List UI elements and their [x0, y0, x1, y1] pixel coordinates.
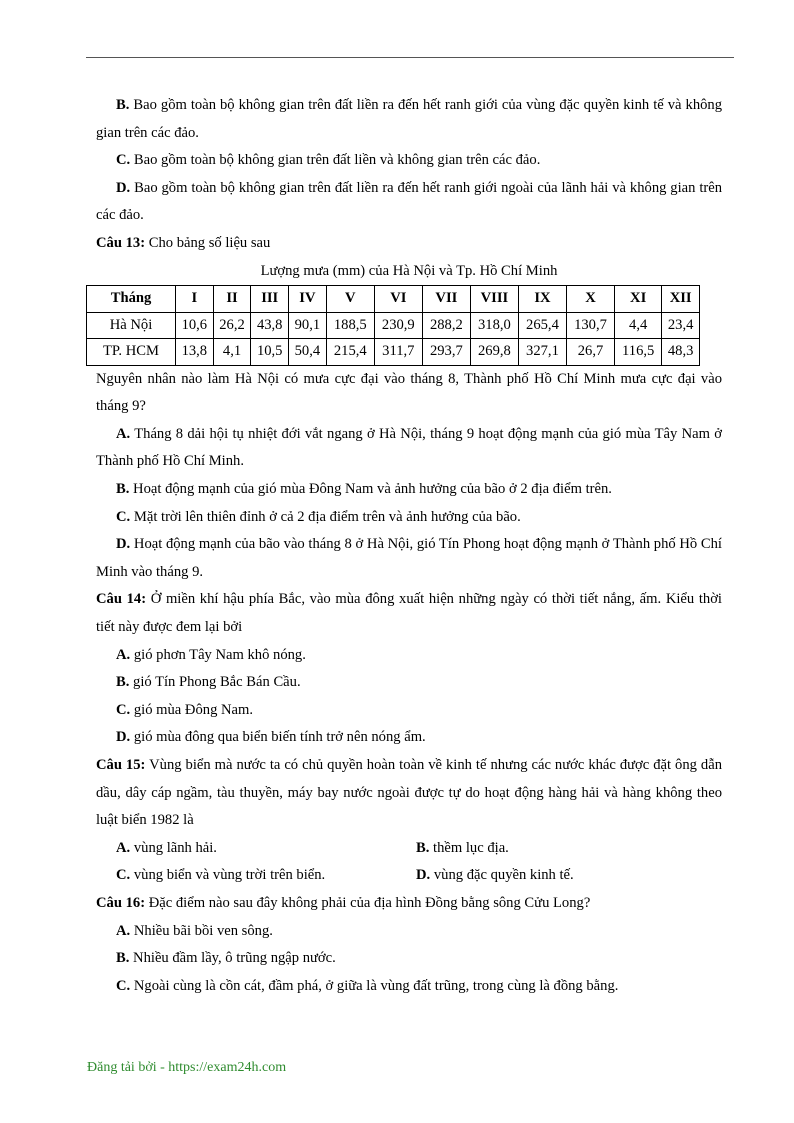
table-cell: 116,5	[615, 339, 662, 366]
table-cell: 293,7	[422, 339, 470, 366]
footer-source-link[interactable]: Đăng tải bởi - https://exam24h.com	[87, 1060, 287, 1075]
q13-stem: Câu 13: Cho bảng số liệu sau	[96, 234, 271, 251]
table-cell: 50,4	[289, 339, 327, 366]
header-cell: X	[566, 286, 614, 313]
q13-question: Nguyên nhân nào làm Hà Nội có mưa cực đại vào tháng 8, Thành phố Hồ Chí Minh mưa cực đại vào tháng 9?	[96, 370, 722, 415]
table-cell: 23,4	[662, 312, 700, 339]
table-cell: 10,6	[176, 312, 214, 339]
table-cell: 4,4	[615, 312, 662, 339]
q13-option-d: D. Hoạt động mạnh của bão vào tháng 8 ở Hà Nội, gió Tín Phong hoạt động mạnh ở Thành phố Hồ Chí Minh vào tháng 9.	[96, 536, 722, 580]
table-cell: 130,7	[566, 312, 614, 339]
table-cell: 288,2	[422, 312, 470, 339]
q16-option-a: A. Nhiều bãi bồi ven sông.	[116, 922, 273, 939]
page-content	[96, 92, 722, 1000]
header-cell: Tháng	[87, 286, 176, 313]
q15-option-c: C. vùng biển và vùng trời trên biển.	[116, 867, 326, 884]
header-cell: V	[326, 286, 374, 313]
table-cell: 327,1	[518, 339, 566, 366]
q14-option-b: B. gió Tín Phong Bắc Bán Cầu.	[116, 674, 301, 691]
q12-option-b: B. Bao gồm toàn bộ không gian trên đất liền ra đến hết ranh giới của vùng đặc quyền kinh tế và không gian trên các đảo.	[96, 97, 723, 141]
table-cell: 318,0	[470, 312, 518, 339]
table-cell: 230,9	[374, 312, 422, 339]
table-cell: 311,7	[374, 339, 422, 366]
q14-option-d: D. gió mùa đông qua biển biến tính trở nên nóng ẩm.	[116, 729, 426, 746]
table-row-hanoi	[87, 312, 700, 339]
header-cell: VI	[374, 286, 422, 313]
table-cell: 265,4	[518, 312, 566, 339]
q14-stem: Câu 14: Ở miền khí hậu phía Bắc, vào mùa đông xuất hiện những ngày có thời tiết nắng, ấm. Kiểu thời tiết này được đem lại bởi	[96, 591, 722, 635]
table-cell: 90,1	[289, 312, 327, 339]
row-label: Hà Nội	[87, 312, 176, 339]
table-cell: 26,7	[566, 339, 614, 366]
table-cell: 10,5	[251, 339, 289, 366]
header-cell: I	[176, 286, 214, 313]
header-cell: XI	[615, 286, 662, 313]
q14-option-c: C. gió mùa Đông Nam.	[116, 701, 254, 718]
rainfall-table	[86, 285, 700, 366]
q15-option-d: D. vùng đặc quyền kinh tế.	[416, 867, 574, 884]
q15-options-row-2	[96, 862, 722, 890]
q16-stem: Câu 16: Đặc điểm nào sau đây không phải của địa hình Đồng bằng sông Cửu Long?	[96, 894, 591, 911]
header-cell: IX	[518, 286, 566, 313]
table-header-row	[87, 286, 700, 313]
header-cell: XII	[662, 286, 700, 313]
table-cell: 188,5	[326, 312, 374, 339]
table-cell: 215,4	[326, 339, 374, 366]
table-row-hcm	[87, 339, 700, 366]
q15-option-a: A. vùng lãnh hải.	[116, 839, 217, 856]
q15-stem: Câu 15: Vùng biển mà nước ta có chủ quyền hoàn toàn về kinh tế nhưng các nước khác được đặt ông dẫn dầu, dây cáp ngầm, tàu thuyền, máy bay nước ngoài được tự do hoạt động hàng hải và hàng không theo luật biển 1982 là	[96, 756, 722, 829]
table-caption: Lượng mưa (mm) của Hà Nội và Tp. Hồ Chí Minh	[260, 262, 558, 279]
header-rule	[86, 57, 734, 58]
table-cell: 4,1	[213, 339, 251, 366]
q12-option-c: C. Bao gồm toàn bộ không gian trên đất liền và không gian trên các đảo.	[116, 152, 541, 169]
q13-option-c: C. Mặt trời lên thiên đỉnh ở cả 2 địa điểm trên và ảnh hưởng của bão.	[116, 508, 521, 525]
q16-option-b: B. Nhiều đầm lầy, ô trũng ngập nước.	[116, 950, 336, 967]
row-label: TP. HCM	[87, 339, 176, 366]
header-cell: IV	[289, 286, 327, 313]
q13-option-b: B. Hoạt động mạnh của gió mùa Đông Nam và ảnh hưởng của bão ở 2 địa điểm trên.	[116, 481, 612, 498]
header-cell: III	[251, 286, 289, 313]
q12-option-d: D. Bao gồm toàn bộ không gian trên đất liền ra đến hết ranh giới ngoài của lãnh hải và không gian trên các đảo.	[96, 179, 723, 224]
table-cell: 43,8	[251, 312, 289, 339]
table-cell: 269,8	[470, 339, 518, 366]
header-cell: II	[213, 286, 251, 313]
q15-options-row-1	[96, 835, 722, 863]
table-cell: 13,8	[176, 339, 214, 366]
table-cell: 26,2	[213, 312, 251, 339]
header-cell: VIII	[470, 286, 518, 313]
q16-option-c: C. Ngoài cùng là cồn cát, đầm phá, ở giữa là vùng đất trũng, trong cùng là đồng bằng.	[116, 977, 619, 994]
q13-option-a: A. Tháng 8 dải hội tụ nhiệt đới vắt ngang ở Hà Nội, tháng 9 hoạt động mạnh của gió mùa Tây Nam ở Thành phố Hồ Chí Minh.	[96, 425, 722, 470]
q14-option-a: A. gió phơn Tây Nam khô nóng.	[116, 646, 306, 663]
q15-option-b: B. thềm lục địa.	[416, 839, 509, 856]
table-cell: 48,3	[662, 339, 700, 366]
header-cell: VII	[422, 286, 470, 313]
